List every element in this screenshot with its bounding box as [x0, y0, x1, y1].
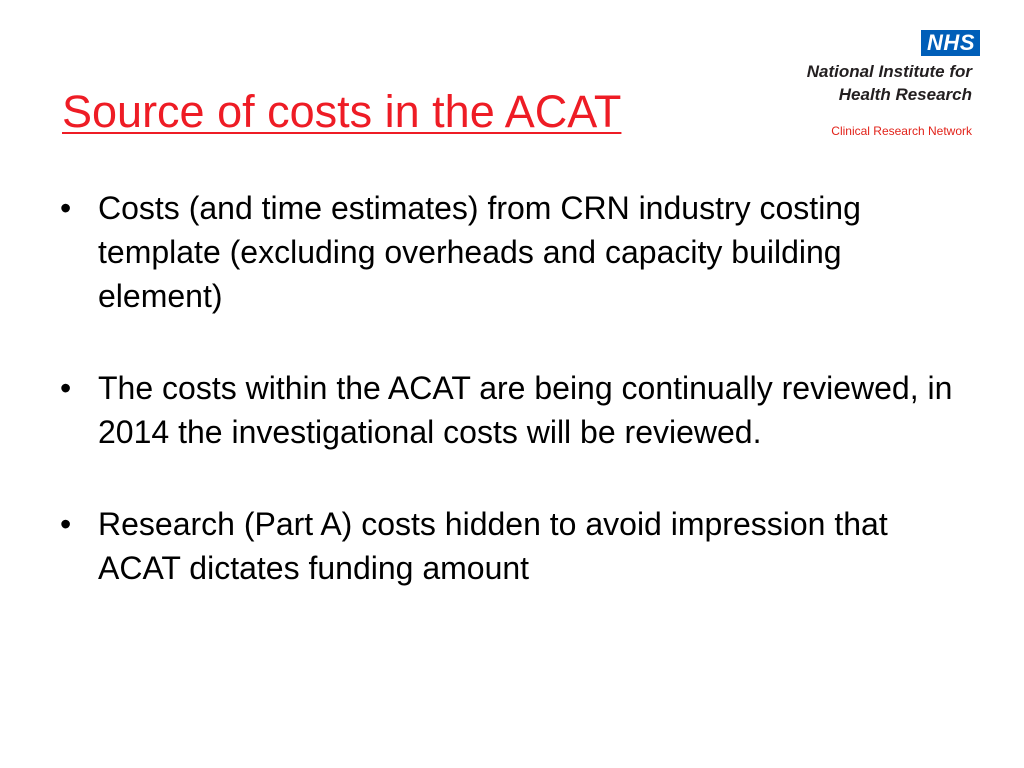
- bullet-text: The costs within the ACAT are being continually reviewed, in 2014 the investigational costs will be reviewed.: [98, 370, 953, 450]
- bullet-marker: •: [60, 190, 72, 226]
- organisation-name-line-2: Health Research: [838, 85, 972, 104]
- bullet-list: [60, 186, 960, 638]
- bullet-marker: •: [60, 506, 72, 542]
- organisation-name-line-1: National Institute for: [806, 62, 972, 81]
- bullet-item: [60, 366, 960, 454]
- bullet-marker: •: [60, 370, 72, 406]
- network-name: Clinical Research Network: [831, 124, 972, 138]
- nihr-logo: [740, 30, 980, 145]
- bullet-text: Research (Part A) costs hidden to avoid impression that ACAT dictates funding amount: [98, 506, 888, 586]
- nhs-badge: NHS: [921, 30, 980, 56]
- bullet-text: Costs (and time estimates) from CRN industry costing template (excluding overheads and capacity building element): [98, 190, 861, 314]
- bullet-item: [60, 186, 960, 318]
- bullet-item: [60, 502, 960, 590]
- slide-title: Source of costs in the ACAT: [62, 86, 622, 137]
- organisation-name: [807, 60, 972, 106]
